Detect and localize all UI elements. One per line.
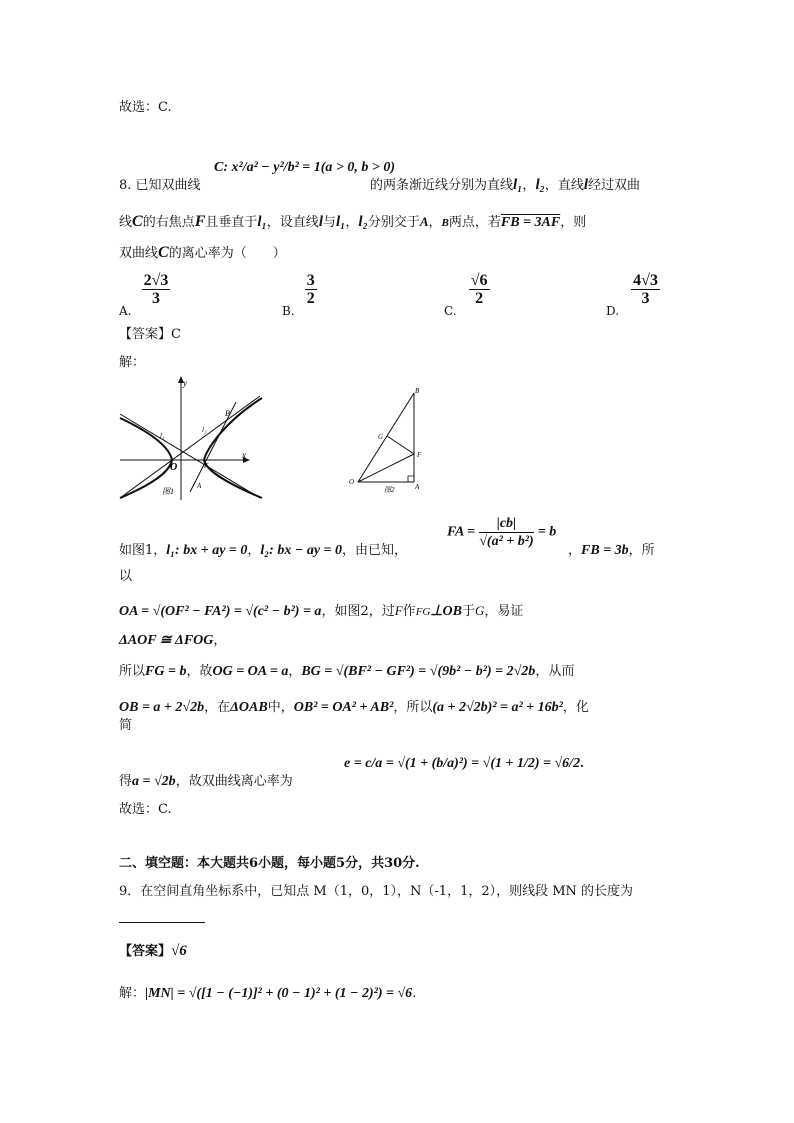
sol-s1c: ， — [568, 543, 582, 558]
sol-s6d: ，化 — [562, 700, 589, 715]
sol-line7: 简 — [119, 718, 133, 733]
q8-vec-eq: FB = 3AF — [500, 215, 561, 230]
fig1-label-y: y — [183, 378, 187, 388]
sol-s3-G: G — [475, 603, 485, 618]
sol-s8a: 得 — [119, 774, 133, 789]
sol-s3-F: F — [394, 603, 403, 618]
q8-comma-b: ， — [345, 215, 359, 230]
q9-answer-value: √6 — [171, 943, 187, 959]
sol-fa-frac: $\frac{|cb|}{\text{√(a² + b²)}}$ — [479, 516, 534, 549]
q8-l-b: l — [318, 214, 323, 230]
q8-after-eq: 的两条渐近线分别为直线 — [370, 178, 514, 193]
option-b-value: $\frac{3}{2}$ — [306, 272, 315, 307]
fig1-label-B: B — [225, 409, 230, 418]
sol-line5 — [119, 660, 574, 680]
fig2-label-A: A — [415, 483, 420, 491]
q8-l2e: 与 — [322, 215, 336, 230]
fig1-label-l2: l₂ — [202, 426, 207, 434]
fig2-label-O: O — [349, 478, 355, 486]
sol-end: 故选：C. — [119, 802, 172, 817]
sol-fa-formula — [447, 515, 556, 550]
sol-bg: BG = √(BF² − GF²) = √(9b² − b²) = 2√2b — [301, 664, 536, 679]
sol-pyth: OB² = OA² + AB² — [293, 700, 394, 715]
q9-answer-label: 【答案】 — [119, 944, 172, 959]
q8-l2i: ，则 — [560, 215, 587, 230]
sol-s3c: 于 — [462, 604, 476, 619]
q9-calc-end: . — [412, 986, 417, 1001]
fig2-label-B: B — [415, 387, 420, 395]
sol-line2: 以 — [119, 569, 133, 584]
option-b-label: B. — [282, 304, 295, 318]
sol-s3d: ，易证 — [484, 604, 524, 619]
sol-l1-eq: l₁: bx + ay = 0 — [166, 543, 248, 558]
q8-line3 — [119, 242, 286, 262]
sol-fa-lhs: FA = — [447, 524, 476, 540]
q8-l2g: ， — [428, 215, 442, 230]
sol-l2-eq: l₂: bx − ay = 0 — [260, 543, 343, 558]
q8-l2b: 的右焦点 — [142, 215, 195, 230]
q8-l1-c: l₁ — [336, 214, 346, 230]
q8-l2: l₂ — [535, 177, 545, 193]
fig1-caption: 图1 — [162, 487, 174, 496]
q8-l3b: 的离心率为（ ） — [168, 246, 286, 261]
option-d-value: $\frac{4√3}{3}$ — [633, 272, 658, 307]
q9-text: 9．在空间直角坐标系中，已知点 M（1，0，1），N（-1，1，2），则线段 MN 的长度为 — [119, 884, 634, 899]
fig2-caption: 图2 — [384, 486, 395, 494]
q8-l: l — [583, 177, 589, 193]
option-d-label: D. — [606, 304, 620, 318]
fig1-label-l1: l₁ — [160, 432, 165, 440]
sol-eq2: (a + 2√2b)² = a² + 16b² — [432, 700, 563, 715]
fig1-label-x: x — [242, 450, 246, 460]
sol-congr: ΔAOF ≅ ΔFOG — [119, 633, 214, 648]
sol-s6b: 中， — [267, 700, 294, 715]
q8-t2: 经过双曲 — [588, 178, 641, 193]
fig1-asymptote-1 — [120, 414, 260, 498]
sol-line3 — [119, 600, 523, 620]
sol-s6c: ，所以 — [393, 700, 433, 715]
sol-s5c: ， — [288, 664, 302, 679]
sol-ecc-formula: e = c/a = √(1 + (b/a)²) = √(1 + 1/2) = √6/2 — [344, 756, 581, 771]
q8-t1: ，直线 — [544, 178, 584, 193]
fig1-label-A: A — [197, 482, 202, 490]
sol-s5d: ，从而 — [535, 664, 575, 679]
q8-C: C — [132, 213, 143, 230]
fig2-side-OB — [358, 393, 414, 482]
option-d[interactable] — [606, 272, 660, 318]
q9-solution — [119, 982, 416, 1002]
q8-curve-eq: C: x²/a² − y²/b² = 1(a > 0, b > 0) — [214, 160, 396, 175]
q8-B: B — [441, 217, 449, 229]
q8-l1: l₁ — [513, 177, 523, 193]
sol-congr-end: ， — [213, 633, 227, 648]
q8-answer: 【答案】C — [119, 327, 181, 342]
q8-l2-b: l₂ — [358, 214, 368, 230]
option-a-value: $\frac{2√3}{3}$ — [143, 272, 169, 307]
q8-intro: 已知双曲线 — [135, 178, 201, 193]
sol-s3b: 作 — [402, 604, 416, 619]
fig2-right-angle-icon — [408, 476, 414, 482]
q8-line1-rest — [370, 174, 640, 194]
q8-l2h: 两点，若 — [448, 215, 501, 230]
fig1-label-F: F — [204, 462, 209, 470]
fig1-asymptote-2 — [120, 396, 260, 498]
q8-l2d: ，设直线 — [266, 215, 319, 230]
sol-line8 — [119, 770, 293, 790]
option-a-label: A. — [119, 304, 132, 318]
sol-og: OG = OA = a — [212, 664, 289, 679]
sol-s6a: ，在 — [204, 700, 231, 715]
sol-ecc — [344, 756, 584, 772]
q8-A: A — [419, 214, 429, 229]
sol-s1d: ，所 — [628, 543, 655, 558]
option-b[interactable] — [282, 272, 317, 318]
sol-s8b: ，故双曲线离心率为 — [175, 774, 293, 789]
sol-line1 — [119, 539, 407, 559]
sol-fb: FB = 3b — [581, 543, 629, 558]
sol-oa-eq: OA = √(OF² − FA²) = √(c² − b²) = a — [119, 604, 322, 619]
sol-line6 — [119, 696, 589, 716]
q8-line1 — [119, 174, 201, 193]
sol-comma: ， — [247, 543, 261, 558]
option-c-label: C. — [444, 304, 457, 318]
sol-fg: FG = b — [145, 664, 187, 679]
q8-l1-b: l₁ — [257, 214, 267, 230]
q8-jie: 解： — [119, 355, 146, 370]
q8-F: F — [194, 213, 206, 230]
q9-jie: 解： — [119, 986, 146, 1001]
conclusion-text: 故选：C. — [119, 100, 172, 115]
fig2-label-F: F — [417, 451, 422, 459]
q8-l2f: 分别交于 — [367, 215, 420, 230]
figure-1 — [118, 374, 268, 502]
option-a[interactable] — [119, 272, 170, 318]
sol-ecc-end: . — [580, 756, 584, 771]
sol-fa-rhs: = b — [537, 524, 557, 540]
q9-answer-blank[interactable] — [119, 921, 205, 923]
fig2-label-G: G — [378, 433, 384, 441]
sol-s5a: 所以 — [119, 664, 146, 679]
sol-s3-FG: FG — [415, 606, 431, 618]
q8-l3a: 双曲线 — [119, 246, 159, 261]
sol-ob: OB = a + 2√2b — [119, 700, 205, 715]
fig2-segment-FG — [387, 436, 414, 454]
sol-line4 — [119, 629, 226, 649]
q8-l2c: 且垂直于 — [205, 215, 258, 230]
fig1-label-O: O — [170, 462, 178, 473]
sol-s3-perp: ⊥OB — [430, 604, 463, 619]
q8-C-b: C — [158, 244, 169, 261]
q8-number: 8. — [119, 178, 132, 193]
sol-s3a: ，如图2，过 — [321, 604, 395, 619]
q8-l2a: 线 — [119, 215, 133, 230]
option-c[interactable] — [444, 272, 490, 318]
q8-line2 — [119, 211, 586, 231]
sol-s1b: ，由已知， — [342, 543, 408, 558]
section-2-heading: 二、填空题：本大题共6小题，每小题5分，共30分. — [119, 856, 420, 871]
q8-comma: ， — [522, 178, 536, 193]
figure-2 — [344, 382, 428, 496]
sol-line1-end — [568, 539, 655, 559]
q9-answer — [119, 940, 187, 960]
option-c-value: $\frac{√6}{2}$ — [470, 272, 488, 307]
q9-calc: |MN| = √([1 − (−1)]² + (0 − 1)² + (1 − 2)²) = √6 — [145, 986, 413, 1001]
sol-s5b: ，故 — [186, 664, 213, 679]
sol-s1a: 如图1， — [119, 543, 167, 558]
sol-ab: a = √2b — [132, 774, 176, 789]
sol-tri: ΔOAB — [230, 700, 268, 715]
